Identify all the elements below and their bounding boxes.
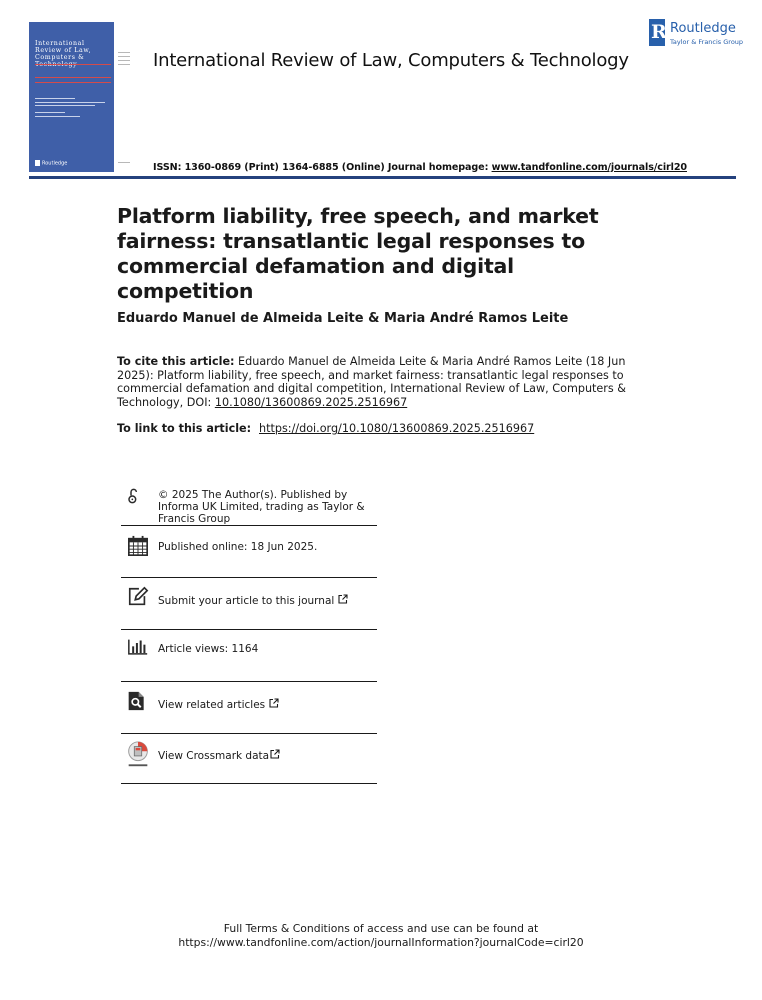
article-authors: Eduardo Manuel de Almeida Leite & Maria André Ramos Leite <box>117 311 569 326</box>
cover-publisher-label: Routledge <box>42 160 68 166</box>
crossmark-label: View Crossmark data <box>158 750 270 762</box>
document-search-icon <box>127 689 147 713</box>
crossmark-icon <box>126 741 150 769</box>
footer-terms-url[interactable]: https://www.tandfonline.com/action/journalInformation?journalCode=cirl20 <box>178 936 584 949</box>
related-row[interactable] <box>121 682 377 734</box>
journal-homepage-link[interactable]: www.tandfonline.com/journals/cirl20 <box>491 162 687 173</box>
copyright-text: © 2025 The Author(s). Published by Informa UK Limited, trading as Taylor & Francis Group <box>158 489 365 526</box>
publisher-group: Taylor & Francis Group <box>670 38 744 46</box>
views-row <box>121 630 377 682</box>
submit-label: Submit your article to this journal <box>158 595 335 607</box>
cover-title: International Review of Law, Computers & Technology <box>35 40 92 68</box>
journal-cover <box>29 22 114 172</box>
published-row <box>121 526 377 578</box>
footer-terms-text: Full Terms & Conditions of access and use can be found at <box>223 922 539 935</box>
article-title: Platform liability, free speech, and market fairness: transatlantic legal responses to commercial defamation and digital competition <box>117 204 599 303</box>
related-label: View related articles <box>158 699 266 711</box>
citation-block <box>117 355 637 409</box>
edit-icon <box>127 586 149 608</box>
crossmark-row[interactable] <box>121 734 377 784</box>
link-label: To link to this article: <box>117 422 255 435</box>
submit-article-link[interactable] <box>158 594 380 607</box>
article-link-line <box>117 422 534 435</box>
journal-title: International Review of Law, Computers & Technology <box>153 50 629 71</box>
publisher-name: Routledge <box>670 21 736 36</box>
article-doi-url[interactable]: https://doi.org/10.1080/13600869.2025.2516967 <box>259 422 535 435</box>
issn-text: ISSN: 1360-0869 (Print) 1364-6885 (Online) Journal homepage: <box>153 162 492 173</box>
external-link-icon <box>269 698 279 708</box>
page-footer <box>0 922 762 950</box>
crossmark-link[interactable] <box>158 749 380 762</box>
external-link-icon <box>270 749 280 759</box>
calendar-icon <box>127 535 149 557</box>
copyright-row <box>121 480 377 526</box>
submit-row[interactable] <box>121 578 377 630</box>
header-divider <box>29 176 736 179</box>
cover-publisher <box>35 160 67 167</box>
external-link-icon <box>338 594 348 604</box>
cover-side-strip <box>114 22 136 172</box>
related-articles-link[interactable] <box>158 698 380 711</box>
cover-decoration <box>35 82 111 83</box>
open-lock-icon <box>127 484 143 508</box>
citation-label: To cite this article: <box>117 355 235 368</box>
bar-chart-icon <box>127 638 149 658</box>
article-views: Article views: 1164 <box>158 643 259 655</box>
published-date: Published online: 18 Jun 2025. <box>158 541 318 553</box>
doi-link[interactable]: 10.1080/13600869.2025.2516967 <box>214 395 408 409</box>
issn-line <box>153 162 687 173</box>
routledge-icon: R <box>649 19 665 46</box>
cover-decoration <box>35 64 111 78</box>
citation-text: Eduardo Manuel de Almeida Leite & Maria André Ramos Leite (18 Jun 2025): Platform liability, free speech, and market fairness: transatlantic legal responses to commercial defamation and digital competition, International Review of Law, Computers & Technology, DOI: <box>117 355 627 409</box>
publisher-logo[interactable] <box>649 19 749 49</box>
